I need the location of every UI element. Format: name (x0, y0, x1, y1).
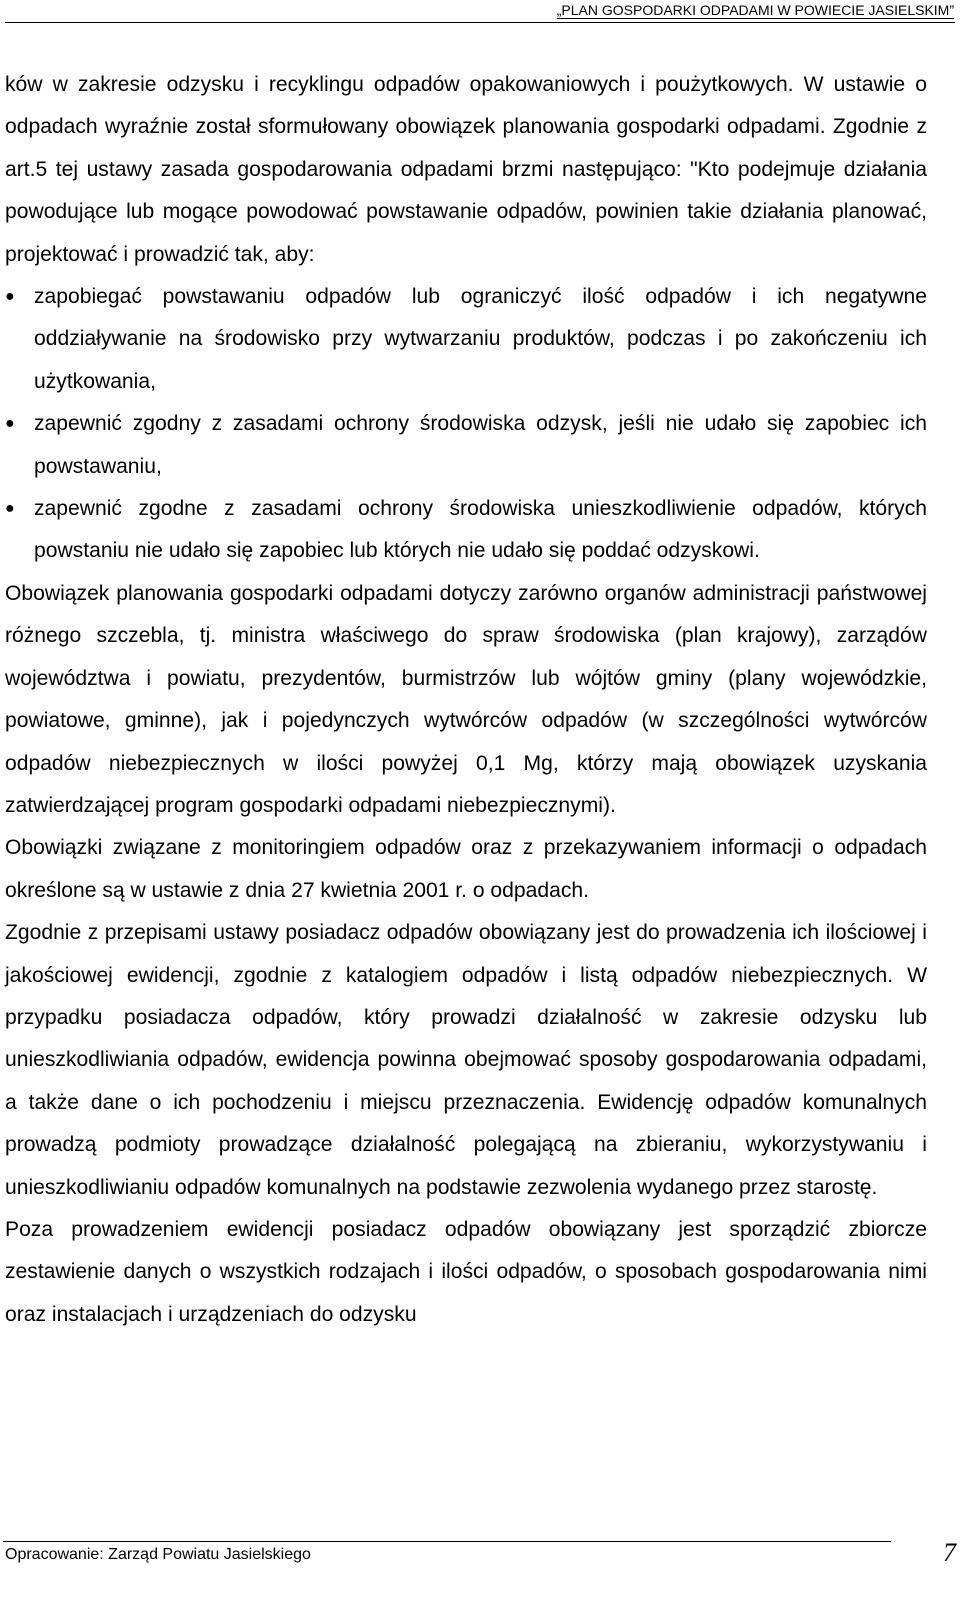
bullet-icon: ● (5, 288, 15, 306)
paragraph-summary-statement: Poza prowadzeniem ewidencji posiadacz odpadów obowiązany jest sporządzić zbiorcze zestawienie danych o wszystkich rodzajach i ilości odpadów, o sposobach gospodarowania nimi oraz instalacjach i urządzeniach do odzysku (5, 1217, 927, 1326)
list-item-text: zapewnić zgodny z zasadami ochrony środowiska odzysk, jeśli nie udało się zapobiec ich powstawaniu, (34, 412, 927, 478)
list-item (5, 403, 927, 488)
paragraph-monitoring: Obowiązki związane z monitoringiem odpadów oraz z przekazywaniem informacji o odpadach określone są w ustawie z dnia 27 kwietnia 2001 r. o odpadach. (5, 836, 927, 902)
header-divider (5, 22, 955, 23)
list-item (5, 276, 927, 403)
list-item-text: zapewnić zgodne z zasadami ochrony środowiska unieszkodliwienie odpadów, których powstaniu nie udało się zapobiec lub których nie udało się poddać odzyskowi. (34, 497, 927, 563)
running-header: „PLAN GOSPODARKI ODPADAMI W POWIECIE JASIELSKIM” (556, 2, 954, 18)
paragraph-records: Zgodnie z przepisami ustawy posiadacz odpadów obowiązany jest do prowadzenia ich ilościowej i jakościowej ewidencji, zgodnie z katalogiem odpadów i listą odpadów niebezpiecznych. W przypadku posiadacza odpadów, który prowadzi działalność w zakresie odzysku lub unieszkodliwiania odpadów, ewidencja powinna obejmować sposoby gospodarowania odpadami, a także dane o ich pochodzeniu i miejscu przeznaczenia. Ewidencję odpadów komunalnych prowadzą podmioty prowadzące działalność polegającą na zbieraniu, wykorzystywaniu i unieszkodliwianiu odpadów komunalnych na podstawie zezwolenia wydanego przez starostę. (5, 921, 927, 1199)
footer-divider (3, 1541, 891, 1542)
list-item (5, 488, 927, 573)
list-item-text: zapobiegać powstawaniu odpadów lub ograniczyć ilość odpadów i ich negatywne oddziaływanie na środowisko przy wytwarzaniu produktów, podczas i po zakończeniu ich użytkowania, (34, 285, 927, 393)
paragraph-intro: ków w zakresie odzysku i recyklingu odpadów opakowaniowych i poużytkowych. W ustawie o odpadach wyraźnie został sformułowany obowiązek planowania gospodarki odpadami. Zgodnie z art.5 tej ustawy zasada gospodarowania odpadami brzmi następująco: "Kto podejmuje działania powodujące lub mogące powodować powstawanie odpadów, powinien takie działania planować, projektować i prowadzić tak, aby: (5, 73, 927, 266)
bullet-icon: ● (5, 500, 15, 518)
page-number: 7 (943, 1538, 956, 1567)
document-body (5, 64, 927, 1336)
footer-author: Opracowanie: Zarząd Powiatu Jasielskiego (5, 1546, 311, 1563)
bullet-icon: ● (5, 415, 15, 433)
paragraph-planning-obligation: Obowiązek planowania gospodarki odpadami dotyczy zarówno organów administracji państwowej różnego szczebla, tj. ministra właściwego do spraw środowiska (plan krajowy), zarządów województwa i powiatu, prezydentów, burmistrzów lub wójtów gminy (plany wojewódzkie, powiatowe, gminne), jak i pojedynczych wytwórców odpadów (w szczególności wytwórców odpadów niebezpiecznych w ilości powyżej 0,1 Mg, którzy mają obowiązek uzyskania zatwierdzającej program gospodarki odpadami niebezpiecznymi). (5, 581, 927, 817)
bullet-list (5, 276, 927, 573)
